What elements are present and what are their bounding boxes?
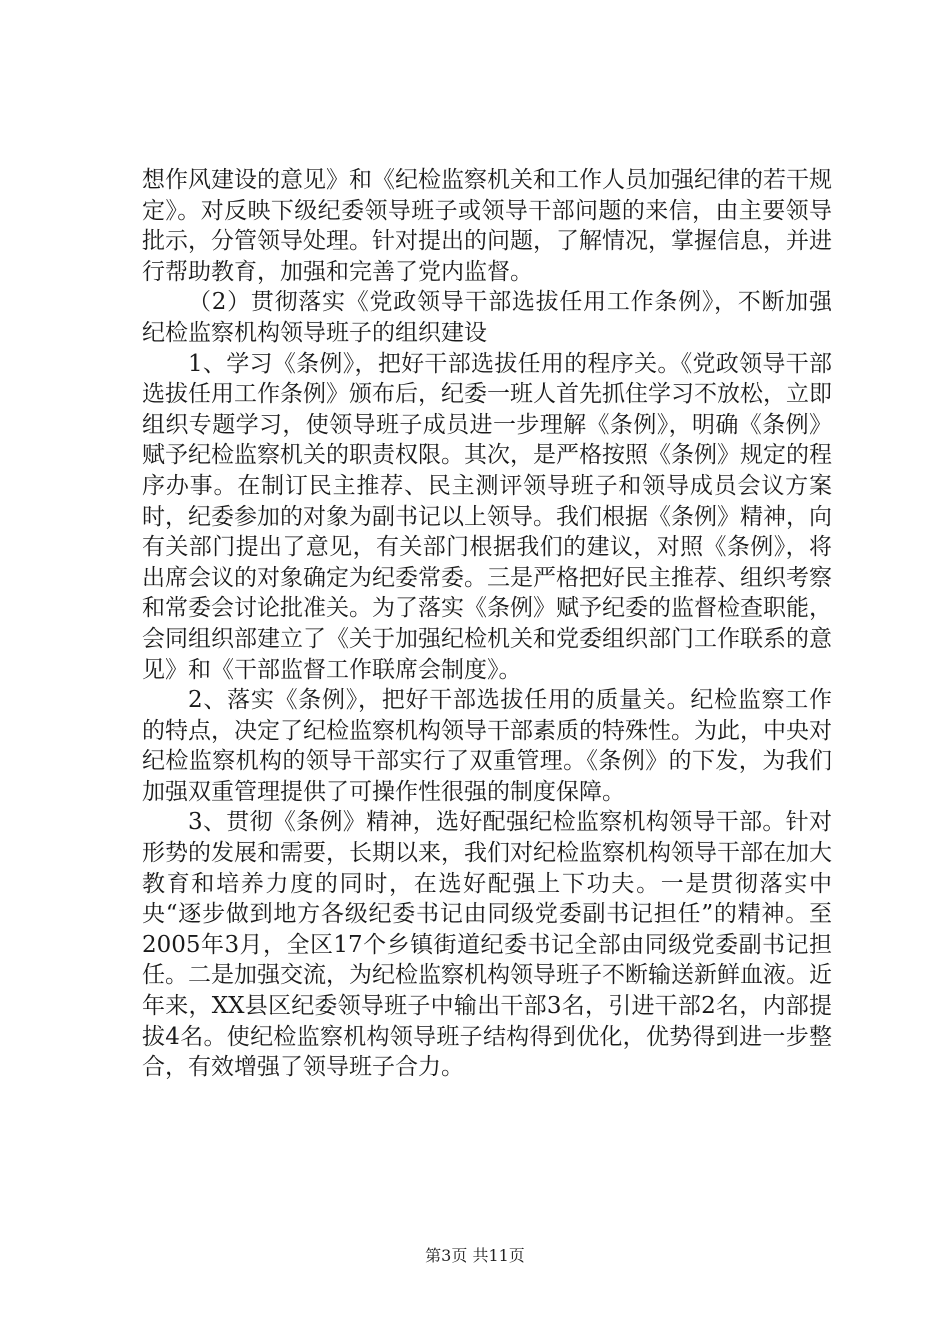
page-number-footer: 第3页 共11页: [425, 1246, 525, 1265]
paragraph-item-2: 2、落实《条例》，把好干部选拔任用的质量关。纪检监察工作的特点，决定了纪检监察机构领导干部素质的特殊性。为此，中央对纪检监察机构的领导干部实行了双重管理。《条例》的下发，为我们加强双重管理提供了可操作性很强的制度保障。: [142, 687, 832, 805]
paragraph-item-1: 1、学习《条例》，把好干部选拔任用的程序关。《党政领导干部选拔任用工作条例》颁布后，纪委一班人首先抓住学习不放松，立即组织专题学习，使领导班子成员进一步理解《条例》，明确《条例》赋予纪检监察机关的职责权限。其次，是严格按照《条例》规定的程序办事。在制订民主推荐、民主测评领导班子和领导成员会议方案时，纪委参加的对象为副书记以上领导。我们根据《条例》精神，向有关部门提出了意见，有关部门根据我们的建议，对照《条例》，将出席会议的对象确定为纪委常委。三是严格把好民主推荐、组织考察和常委会讨论批准关。为了落实《条例》赋予纪委的监督检查职能，会同组织部建立了《关于加强纪检机关和党委组织部门工作联系的意见》和《干部监督工作联席会制度》。: [142, 350, 832, 683]
paragraph-item-3: 3、贯彻《条例》精神，选好配强纪检监察机构领导干部。针对形势的发展和需要，长期以来，我们对纪检监察机构领导干部在加大教育和培养力度的同时，在选好配强上下功夫。一是贯彻落实中央“逐步做到地方各级纪委书记由同级党委副书记担任”的精神。至2005年3月，全区17个乡镇街道纪委书记全部由同级党委副书记担任。二是加强交流，为纪检监察机构领导班子不断输送新鲜血液。近年来，XX县区纪委领导班子中输出干部3名，引进干部2名，内部提拔4名。使纪检监察机构领导班子结构得到优化，优势得到进一步整合，有效增强了领导班子合力。: [142, 809, 832, 1081]
section-heading: （2）贯彻落实《党政领导干部选拔任用工作条例》，不断加强纪检监察机构领导班子的组织建设: [142, 289, 832, 346]
paragraph-continuation: 想作风建设的意见》和《纪检监察机关和工作人员加强纪律的若干规定》。对反映下级纪委领导班子或领导干部问题的来信，由主要领导批示，分管领导处理。针对提出的问题，了解情况，掌握信息，并进行帮助教育，加强和完善了党内监督。: [142, 167, 832, 285]
document-body: [142, 165, 832, 1083]
